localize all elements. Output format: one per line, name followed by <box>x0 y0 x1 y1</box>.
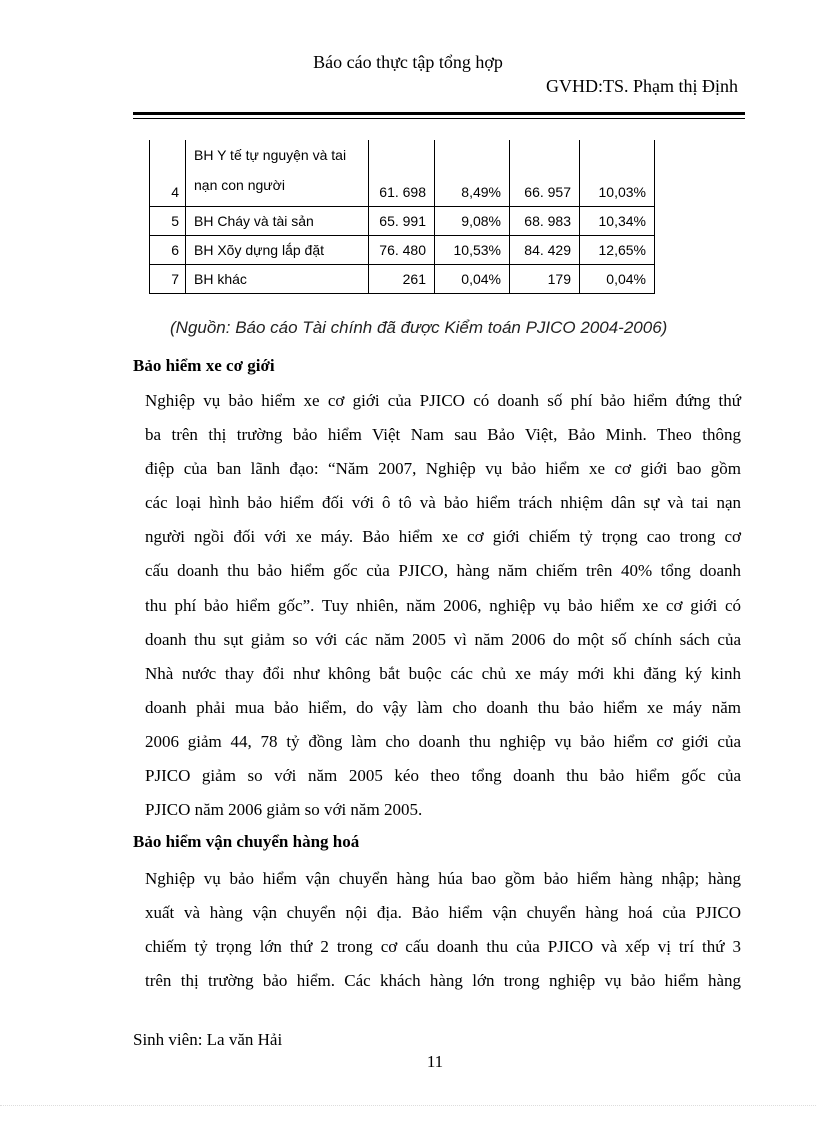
paragraph-line: cấu doanh thu bảo hiểm gốc của PJICO, hàng năm chiếm trên 40% tổng doanh <box>145 561 741 581</box>
paragraph-line: ba trên thị trường bảo hiểm Việt Nam sau Bảo Việt, Bảo Minh. Theo thông <box>145 425 741 445</box>
table-cell-value-2005: 65. 991 <box>369 207 435 236</box>
paragraph-line: 2006 giảm 44, 78 tỷ đồng làm cho doanh thu nghiệp vụ bảo hiểm cơ giới của <box>145 731 741 751</box>
paragraph-line: PJICO giảm so với năm 2005 kéo theo tổng doanh thu bảo hiểm gốc của <box>145 766 741 786</box>
table-cell-share-2006: 0,04% <box>580 265 655 294</box>
source-note: (Nguồn: Báo cáo Tài chính đã được Kiểm toán PJICO 2004-2006) <box>170 318 668 337</box>
table-cell-share-2005: 10,53% <box>435 236 510 265</box>
table-cell-value-2005: 261 <box>369 265 435 294</box>
table-cell-stt: 4 <box>150 140 186 207</box>
table-cell-value-2006: 66. 957 <box>510 140 580 207</box>
table-cell-value-2005: 61. 698 <box>369 140 435 207</box>
paragraph-line: trên thị trường bảo hiểm. Các khách hàng lớn trong nghiệp vụ bảo hiểm hàng <box>145 971 741 991</box>
page-bottom-divider <box>0 1105 816 1106</box>
table-cell-stt: 6 <box>150 236 186 265</box>
table-cell-share-2005: 0,04% <box>435 265 510 294</box>
table-cell-stt: 5 <box>150 207 186 236</box>
section-heading: Bảo hiểm vận chuyển hàng hoá <box>133 832 360 851</box>
table-cell-value-2005: 76. 480 <box>369 236 435 265</box>
header-rule-thick <box>133 112 745 115</box>
table-cell-name-line: nạn con người <box>194 177 285 193</box>
paragraph-line: điệp của ban lãnh đạo: “Năm 2007, Nghiệp vụ bảo hiểm xe cơ giới bao gồm <box>145 459 741 479</box>
page-number: 11 <box>426 1052 444 1071</box>
paragraph-line: người ngồi đối với xe máy. Bảo hiểm xe cơ giới chiếm tỷ trọng cao trong cơ <box>145 527 741 547</box>
paragraph-line: thu phí bảo hiểm gốc”. Tuy nhiên, năm 2006, nghiệp vụ bảo hiểm xe cơ giới có <box>145 595 741 615</box>
footer-student: Sinh viên: La văn Hải <box>133 1030 283 1049</box>
revenue-table <box>149 140 655 294</box>
paragraph-line: các loại hình bảo hiểm đối với ô tô và bảo hiểm trách nhiệm dân sự và tai nạn <box>145 493 741 513</box>
table-cell-value-2006: 179 <box>510 265 580 294</box>
table-cell-name: BH khác <box>186 265 369 294</box>
table-cell-stt: 7 <box>150 265 186 294</box>
table-cell-value-2006: 68. 983 <box>510 207 580 236</box>
paragraph-line: PJICO năm 2006 giảm so với năm 2005. <box>145 800 423 820</box>
table-cell-share-2005: 9,08% <box>435 207 510 236</box>
table-cell-share-2006: 12,65% <box>580 236 655 265</box>
table-cell-share-2006: 10,03% <box>580 140 655 207</box>
table-cell-name <box>186 140 369 207</box>
section-heading: Bảo hiểm xe cơ giới <box>133 356 275 375</box>
table-cell-name-line: BH Y tế tự nguyện và tai <box>194 147 347 163</box>
paragraph <box>145 862 741 998</box>
header-title: Báo cáo thực tập tổng hợp <box>313 52 503 72</box>
table-cell-name: BH Cháy và tài sản <box>186 207 369 236</box>
table-row <box>150 140 655 207</box>
paragraph-line: doanh thu sụt giảm so với các năm 2005 vì năm 2006 do một số chính sách của <box>145 629 741 649</box>
table-cell-value-2006: 84. 429 <box>510 236 580 265</box>
table-row <box>150 207 655 236</box>
paragraph-line: chiếm tỷ trọng lớn thứ 2 trong cơ cấu doanh thu của PJICO và xếp vị trí thứ 3 <box>145 937 741 957</box>
paragraph-line: Nghiệp vụ bảo hiểm vận chuyển hàng húa bao gồm bảo hiểm hàng nhập; hàng <box>145 869 741 888</box>
paragraph-line: doanh phải mua bảo hiểm, do vậy làm cho doanh thu bảo hiểm xe máy năm <box>145 697 741 717</box>
table-cell-share-2006: 10,34% <box>580 207 655 236</box>
paragraph <box>145 384 741 827</box>
header-supervisor: GVHD:TS. Phạm thị Định <box>545 76 738 96</box>
paragraph-line: Nghiệp vụ bảo hiểm xe cơ giới của PJICO có doanh số phí bảo hiểm đứng thứ <box>145 391 741 410</box>
table-cell-share-2005: 8,49% <box>435 140 510 207</box>
paragraph-line: Nhà nước thay đổi như không bắt buộc các chủ xe máy mới khi đăng ký kinh <box>145 663 741 683</box>
header-rule-thin <box>133 118 745 119</box>
paragraph-line: xuất và hàng vận chuyển nội địa. Bảo hiểm vận chuyển hàng hoá của PJICO <box>145 903 741 923</box>
table-row <box>150 265 655 294</box>
table-row <box>150 236 655 265</box>
table-cell-name: BH Xõy dựng lắp đặt <box>186 236 369 265</box>
